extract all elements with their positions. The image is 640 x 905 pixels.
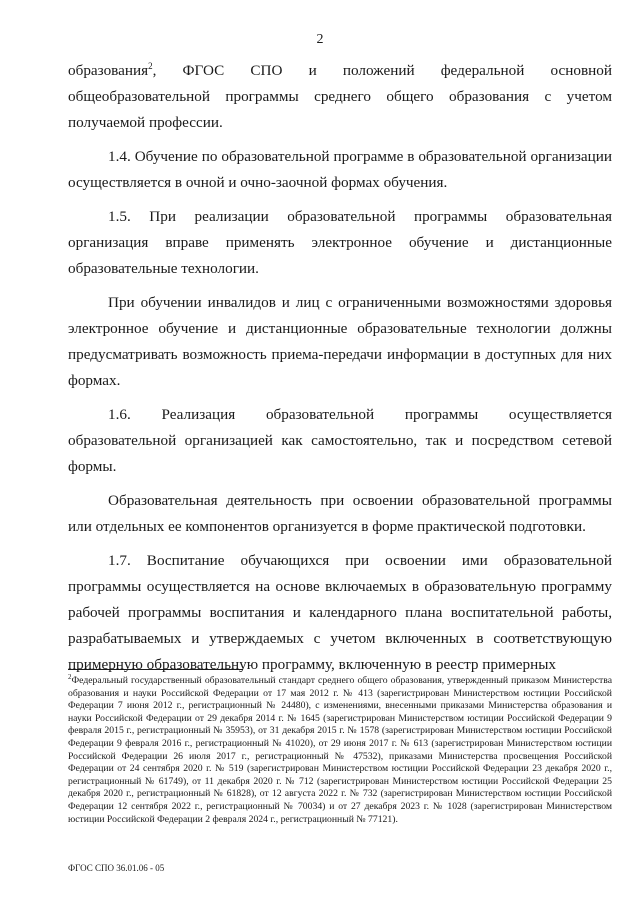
footnote-text: Федеральный государственный образовательный стандарт среднего общего образования, утвержденный приказом Министерства образования и науки Российской Федерации от 17 мая 2012 г. № 413 (зарегистрирован Министерством юстиции Российской Федерации 7 июня 2012 г., регистрационный № 24480), с изменениями, внесенными приказами Министерства образования и науки Российской Федерации от 29 декабря 2014 г. № 1645 (зарегистрирован Министерством юстиции Российской Федерации 9 февраля 2015 г., регистрационный № 35953), от 31 декабря 2015 г. № 1578 (зарегистрирован Министерством юстиции Российской Федерации 9 февраля 2016 г., регистрационный № 41020), от 29 июня 2017 г. № 613 (зарегистрирован Министерством юстиции Российской Федерации 26 июля 2017 г., регистрационный № 47532), приказами Министерства просвещения Российской Федерации от 24 сентября 2020 г. № 519 (зарегистрирован Министерством юстиции Российской Федерации 23 декабря 2020 г., регистрационный № 61749), от 11 декабря 2020 г. № 712 (зарегистрирован Министерством юстиции Российской Федерации 25 декабря 2020 г., регистрационный № 61828), от 12 августа 2022 г. № 732 (зарегистрирован Министерством юстиции Российской Федерации 12 сентября 2022 г., регистрационный № 70034) и от 27 декабря 2023 г. № 1028 (зарегистрирован Министерством юстиции Российской Федерации 2 февраля 2024 г., регистрационный № 77121). <box>68 675 612 825</box>
paragraph-1-7: 1.7. Воспитание обучающихся при освоении ими образовательной программы осуществляется на основе включаемых в образовательную программу рабочей программы воспитания и календарного плана воспитательной работы, разрабатываемых и утверждаемых с учетом включенных в соответствующую примерную образовательную программу, включенную в реестр примерных <box>68 552 612 673</box>
paragraph-text-continued: , ФГОС СПО и положений федеральной основной общеобразовательной программы среднего общего образования с учетом получаемой профессии. <box>68 62 612 131</box>
footnote <box>68 672 612 826</box>
document-code: ФГОС СПО 36.01.06 - 05 <box>68 863 165 873</box>
paragraph-1-5: 1.5. При реализации образовательной программы образовательная организация вправе применять электронное обучение и дистанционные образовательные технологии. <box>68 208 612 277</box>
body-text <box>68 58 612 678</box>
footnote-reference: 2 <box>148 60 153 71</box>
paragraph-text: образования <box>68 62 149 79</box>
footnote-marker: 2 <box>68 672 72 681</box>
page-number: 2 <box>316 32 324 47</box>
footnote-separator <box>68 669 243 670</box>
paragraph-disabled-learners: При обучении инвалидов и лиц с ограниченными возможностями здоровья электронное обучение и дистанционные образовательные технологии должны предусматривать возможность приема-передачи информации в доступных для них формах. <box>68 294 612 389</box>
paragraph-practical-training: Образовательная деятельность при освоении образовательной программы или отдельных ее компонентов организуется в форме практической подготовки. <box>68 492 612 535</box>
paragraph-1-6: 1.6. Реализация образовательной программы осуществляется образовательной организацией как самостоятельно, так и посредством сетевой формы. <box>68 406 612 475</box>
paragraph-1-4: 1.4. Обучение по образовательной программе в образовательной организации осуществляется в очной и очно-заочной формах обучения. <box>68 148 612 191</box>
paragraph-1 <box>68 58 612 136</box>
